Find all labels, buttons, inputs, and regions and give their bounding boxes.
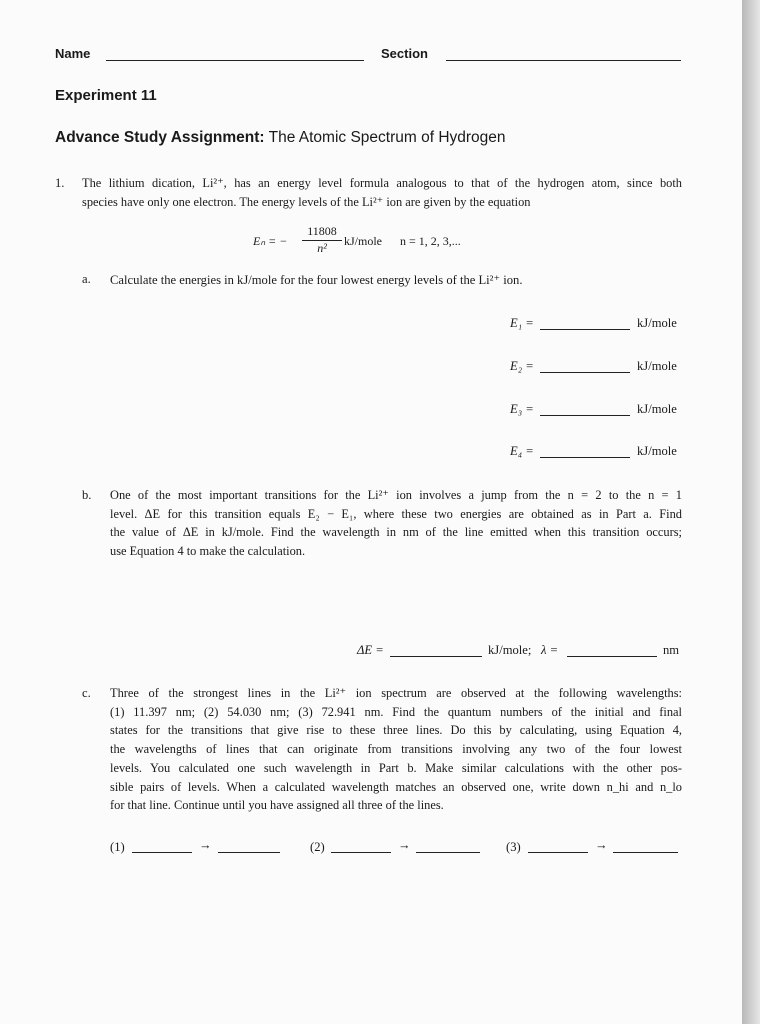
title-prefix: Advance Study Assignment: [55, 129, 265, 146]
energy-answer-field[interactable] [540, 372, 630, 373]
part-b-line: use Equation 4 to make the calculation. [110, 544, 306, 559]
energy-unit: kJ/mole [637, 359, 677, 373]
delta-e-unit: kJ/mole; [488, 643, 532, 657]
part-c-text [110, 684, 682, 815]
part-b-line: One of the most important transitions for the Li²⁺ ion involves a jump from the n = 2 to the n = 1 [110, 488, 682, 502]
part-a-text: Calculate the energies in kJ/mole for the four lowest energy levels of the Li²⁺ ion. [110, 273, 523, 287]
transition-label: (3) [506, 840, 521, 854]
transition-n-lo-field[interactable] [218, 852, 280, 853]
equation-denominator: n² [302, 240, 342, 256]
part-b-line: level. ΔE for this transition equals E₂ − E₁, where these two energies are obtained as in Part a. Find [110, 506, 682, 521]
equation-lhs: Eₙ = − [253, 234, 288, 248]
part-b-text [110, 486, 682, 561]
part-c-line: Three of the strongest lines in the Li²⁺ ion spectrum are observed at the following wavelengths: [110, 686, 682, 700]
name-field[interactable] [106, 60, 364, 61]
energy-unit: kJ/mole [637, 316, 677, 330]
question-intro [82, 174, 682, 211]
part-c-line: sible pairs of levels. When a calculated wavelength matches an observed one, write down n_hi and n_lo [110, 779, 682, 794]
equation-fraction [302, 224, 342, 256]
transition-n-hi-field[interactable] [331, 852, 391, 853]
part-c-line: states for the transitions that give rise to these three lines. Do this by calculating, using Equation 4, [110, 723, 682, 738]
part-c-line: levels. You calculated one such wavelength in Part b. Make similar calculations with the other pos- [110, 760, 682, 775]
part-b-line: the value of ΔE in kJ/mole. Find the wavelength in nm of the line emitted when this transition occurs; [110, 525, 682, 540]
transition-n-hi-field[interactable] [528, 852, 588, 853]
experiment-label: Experiment 11 [55, 87, 157, 104]
energy-answer-field[interactable] [540, 457, 630, 458]
equation-range: n = 1, 2, 3,... [400, 234, 461, 248]
part-a-label: a. [82, 272, 91, 286]
part-c-line: the wavelengths of lines that can originate from transitions involving any two of the four lowest [110, 742, 682, 757]
part-b-label: b. [82, 488, 92, 502]
transition-n-hi-field[interactable] [132, 852, 192, 853]
name-label: Name [55, 46, 91, 61]
page-edge-shadow [742, 0, 760, 1024]
equation-unit: kJ/mole [344, 234, 382, 248]
energy-answer-field[interactable] [540, 415, 630, 416]
wavelength-unit: nm [663, 643, 680, 657]
energy-unit: kJ/mole [637, 444, 677, 458]
energy-answer-field[interactable] [540, 329, 630, 330]
arrow-icon: → [595, 838, 608, 852]
title-main: The Atomic Spectrum of Hydrogen [268, 129, 506, 146]
part-c-line: (1) 11.397 nm; (2) 54.030 nm; (3) 72.941 nm. Find the quantum numbers of the initial and final [110, 704, 682, 719]
energy-label: E₂ = [510, 359, 534, 373]
wavelength-field[interactable] [567, 656, 657, 657]
page-title [55, 129, 506, 147]
part-c-label: c. [82, 686, 91, 700]
delta-e-label: ΔE = [357, 643, 384, 657]
energy-label: E₃ = [510, 402, 534, 416]
intro-line: The lithium dication, Li²⁺, has an energy level formula analogous to that of the hydrogen atom, since both [82, 176, 682, 190]
energy-label: E₄ = [510, 444, 534, 458]
energy-label: E₁ = [510, 316, 534, 330]
energy-unit: kJ/mole [637, 402, 677, 416]
equation-numerator: 11808 [307, 224, 337, 238]
part-c-line: for that line. Continue until you have assigned all three of the lines. [110, 798, 444, 813]
transition-label: (1) [110, 840, 125, 854]
transition-label: (2) [310, 840, 325, 854]
question-number: 1. [55, 176, 65, 190]
transition-n-lo-field[interactable] [613, 852, 678, 853]
transition-n-lo-field[interactable] [416, 852, 480, 853]
arrow-icon: → [398, 838, 411, 852]
section-field[interactable] [446, 60, 681, 61]
section-label: Section [381, 46, 428, 61]
arrow-icon: → [199, 838, 212, 852]
wavelength-label: λ = [541, 643, 559, 657]
intro-line: species have only one electron. The energy levels of the Li²⁺ ion are given by the equation [82, 194, 531, 209]
delta-e-field[interactable] [390, 656, 482, 657]
